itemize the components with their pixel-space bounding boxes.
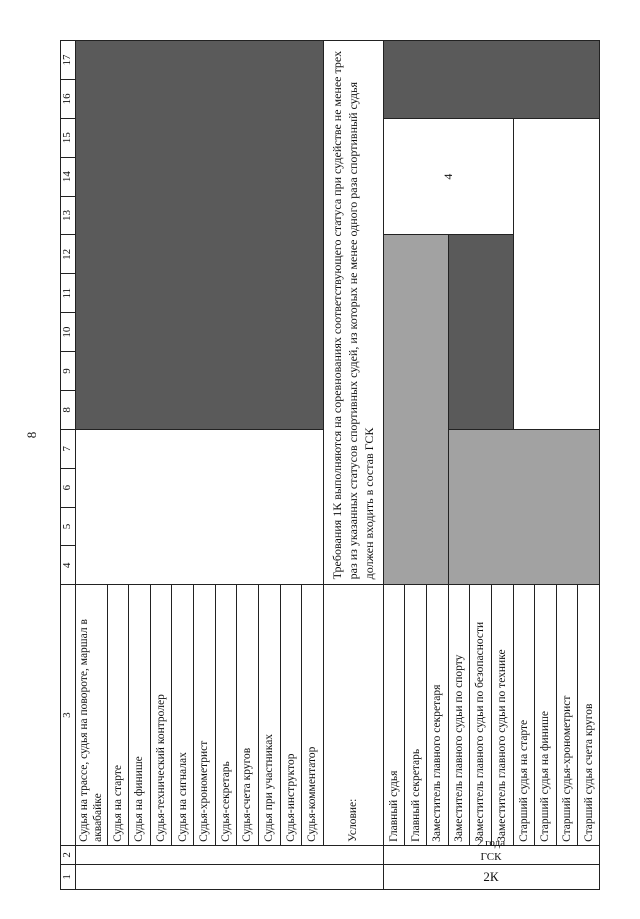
- role-cell: Судья на сигналах: [172, 585, 194, 846]
- period-cell: [383, 837, 599, 864]
- shaded-block-16-17: [383, 41, 599, 119]
- header-cell: 1: [61, 864, 76, 889]
- section1-col2: [75, 845, 383, 864]
- period-label: 2 года: [477, 837, 506, 850]
- shaded-block-8-12-mid: [448, 235, 513, 429]
- role-cell: Старший судья на старте: [513, 585, 535, 846]
- role-cell: Судья-комментатор: [302, 585, 324, 846]
- header-cell: 3: [61, 585, 76, 846]
- shaded-block-gsk-top: [383, 235, 448, 585]
- qualification-table: [60, 40, 600, 890]
- role-cell: Судья-счета кругов: [237, 585, 259, 846]
- role-cell: Старший судья на финише: [535, 585, 557, 846]
- value-four: 4: [440, 173, 455, 180]
- shaded-block-8-17: [75, 41, 323, 430]
- role-cell: Главный секретарь: [405, 585, 427, 846]
- role-cell: Судья-инструктор: [280, 585, 302, 846]
- table-row: [75, 41, 107, 890]
- value-cell: [383, 118, 513, 235]
- role-cell: Старший судья счета кругов: [578, 585, 600, 846]
- header-cell: 16: [61, 79, 76, 118]
- role-cell: Судья-технический контролер: [150, 585, 172, 846]
- role-cell: Судья на финише: [129, 585, 151, 846]
- qualification-table-rotated: [60, 40, 600, 890]
- category-label: 2К: [483, 868, 499, 884]
- role-cell: Судья на трассе, судья на повороте, маршал в аквабайке: [75, 585, 107, 846]
- header-cell: 14: [61, 157, 76, 196]
- header-cell: 13: [61, 196, 76, 235]
- header-cell: 6: [61, 468, 76, 507]
- header-cell: 7: [61, 429, 76, 468]
- role-cell: Заместитель главного судьи по технике: [491, 585, 513, 846]
- header-cell: 11: [61, 274, 76, 313]
- page-number: 8: [24, 431, 39, 439]
- header-cell: 8: [61, 390, 76, 429]
- header-cell: 9: [61, 352, 76, 391]
- blank-block-4-7: [75, 429, 323, 585]
- group-label: ГСК: [480, 851, 502, 864]
- role-cell: Заместитель главного судьи по безопасности: [470, 585, 492, 846]
- condition-text: Требования 1К выполняются на соревнованиях соответствующего статуса при судействе не менее трех раз из указанных статусов спортивных судей, из которых не менее одного раза спортивный судья должен входить в состав ГСК: [323, 41, 383, 585]
- role-cell: Судья-секретарь: [215, 585, 237, 846]
- shaded-block-4-7-lower: [448, 429, 599, 585]
- header-cell: 15: [61, 118, 76, 157]
- role-cell: Судья-хронометрист: [194, 585, 216, 846]
- category-cell: [383, 864, 599, 889]
- header-cell: 10: [61, 313, 76, 352]
- header-row: [61, 41, 76, 890]
- role-cell: Судья на старте: [107, 585, 129, 846]
- header-cell: 4: [61, 546, 76, 585]
- section1-col1: [75, 864, 383, 889]
- header-cell: 12: [61, 235, 76, 274]
- header-cell: 2: [61, 845, 76, 864]
- role-cell: Старший судья-хронометрист: [556, 585, 578, 846]
- condition-label: Условие:: [323, 585, 383, 846]
- header-cell: 17: [61, 41, 76, 80]
- table-row: [383, 41, 405, 890]
- role-cell: Заместитель главного судьи по спорту: [448, 585, 470, 846]
- blank-block-8-15-lower: [513, 118, 600, 429]
- role-cell: Судья при участниках: [258, 585, 280, 846]
- header-cell: 5: [61, 507, 76, 546]
- role-cell: Заместитель главного секретаря: [427, 585, 449, 846]
- role-cell: Главный судья: [383, 585, 405, 846]
- condition-row: [323, 41, 383, 890]
